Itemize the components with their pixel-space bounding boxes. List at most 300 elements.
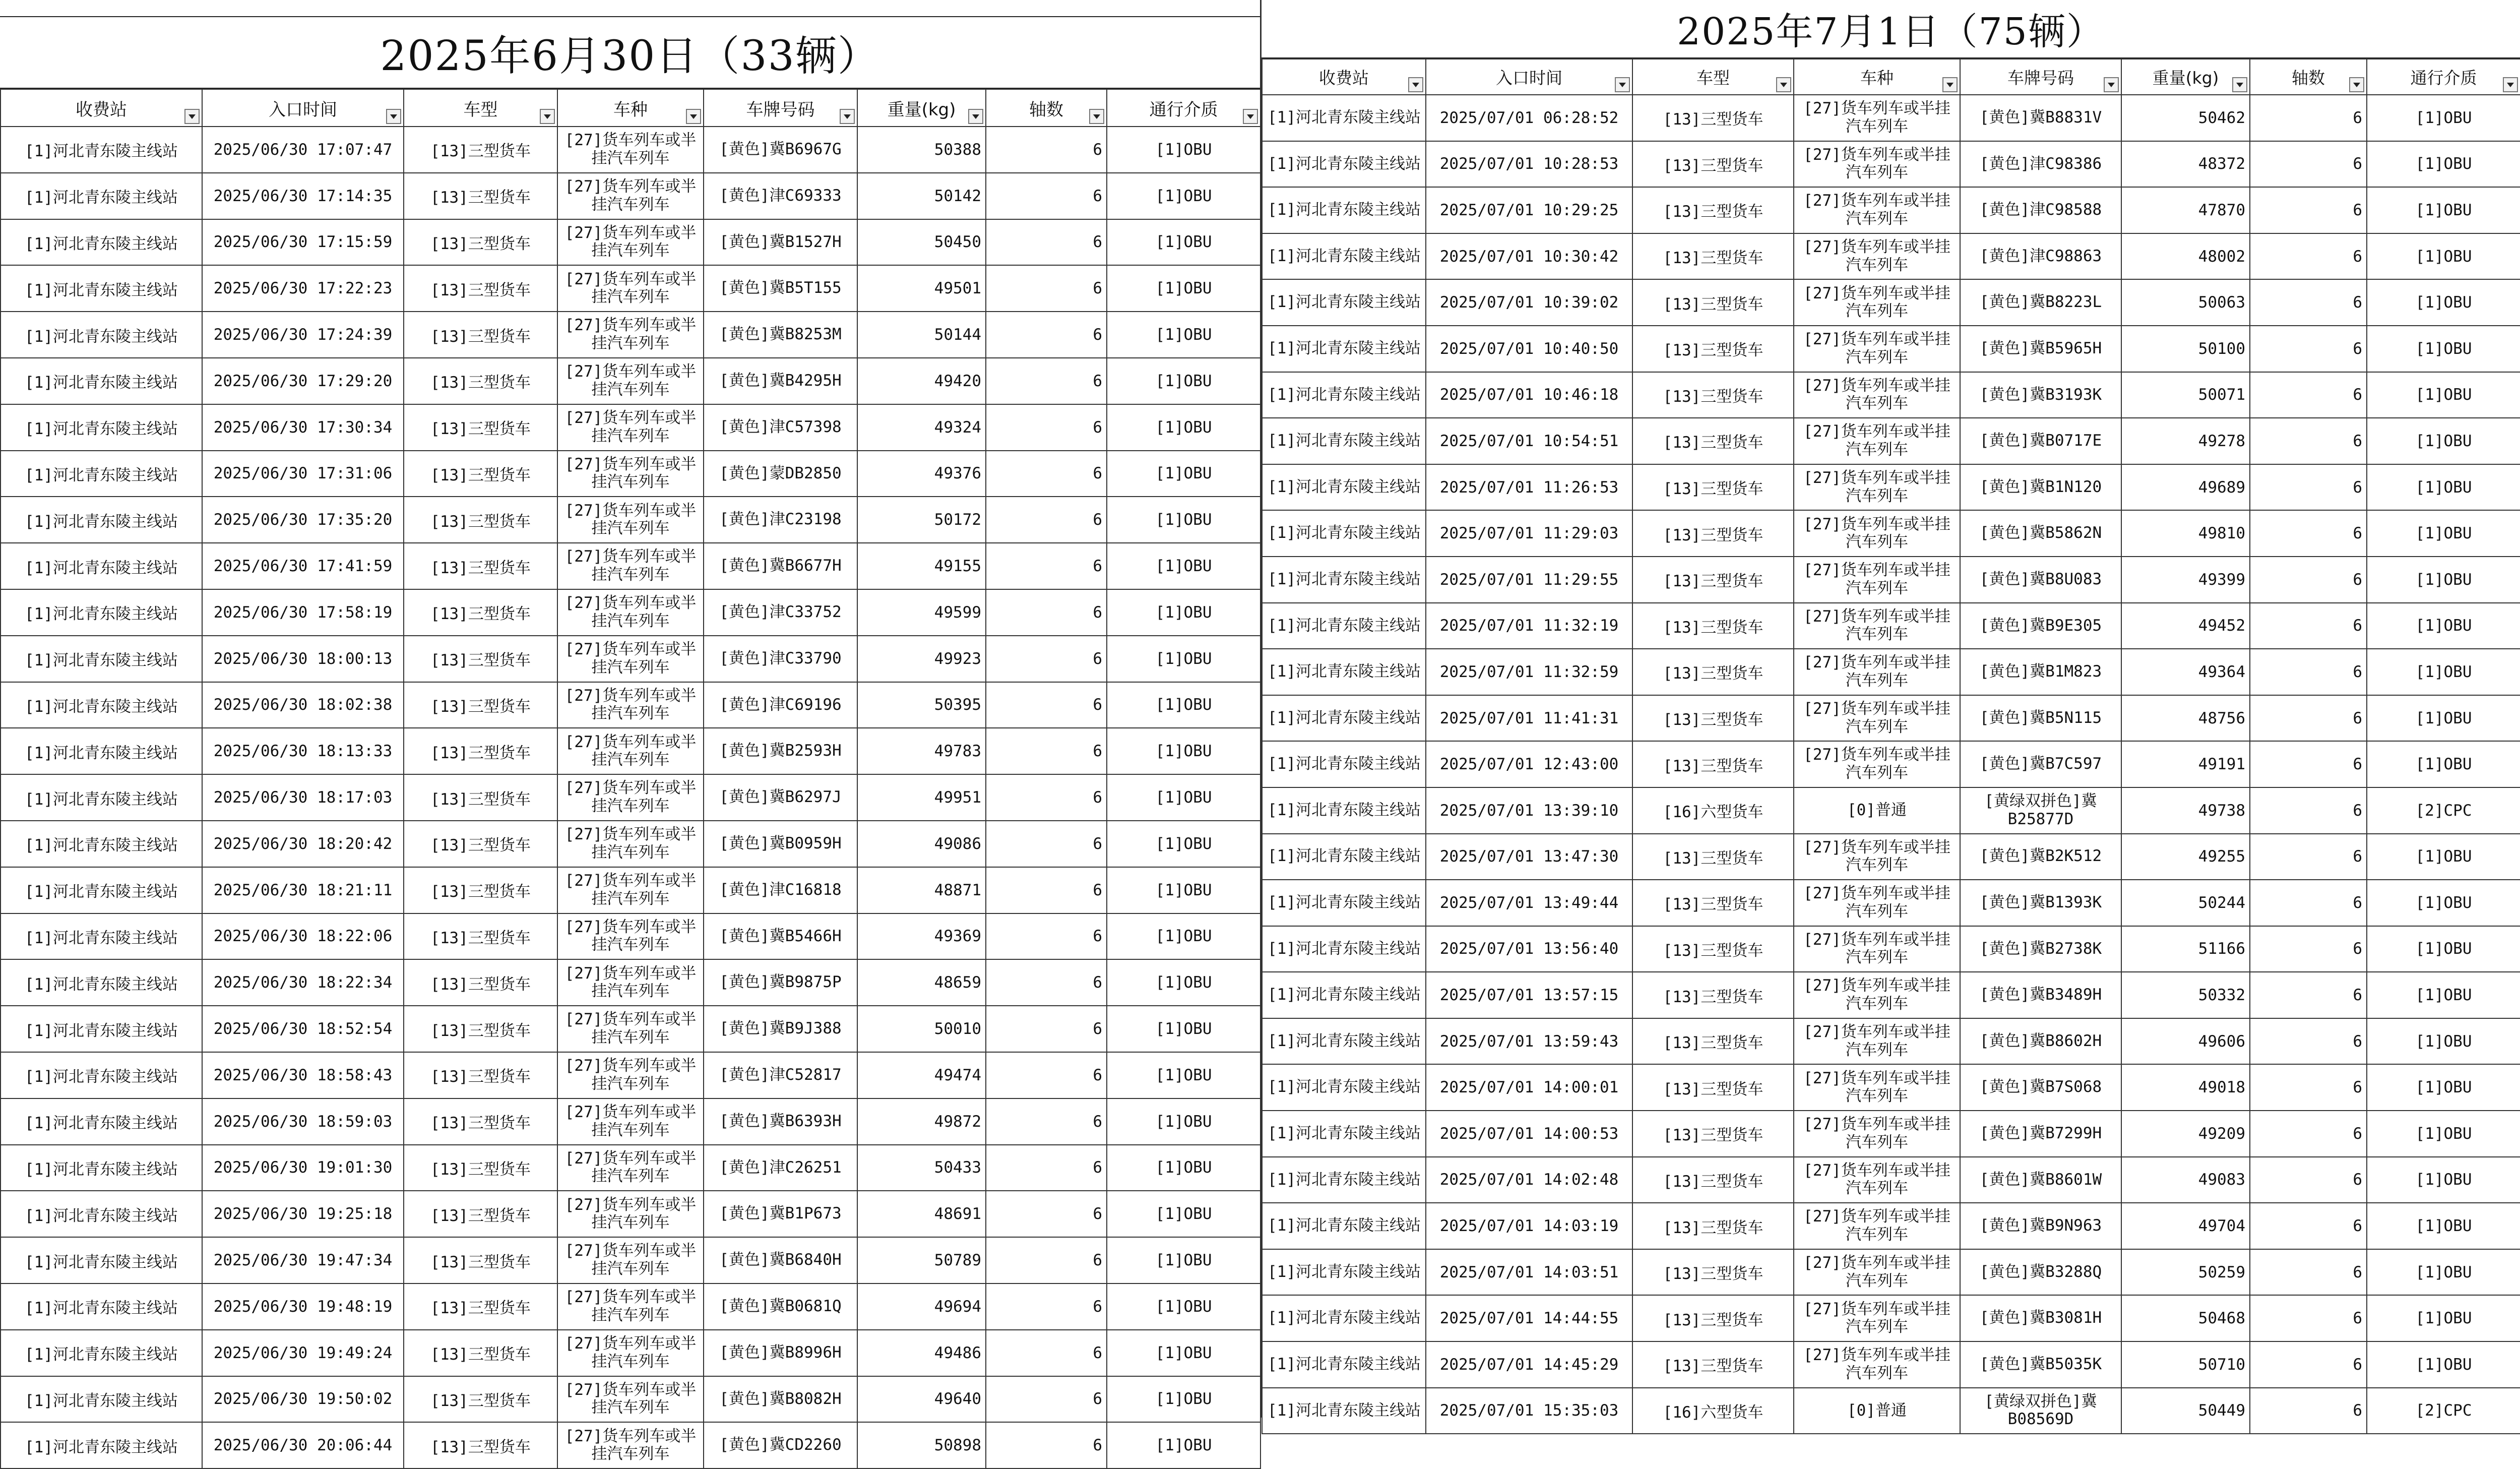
cell-weight[interactable]: 49255 [2121,834,2250,880]
cell-axle-count[interactable]: 6 [986,173,1107,219]
cell-pass-medium[interactable]: [1]OBU [2367,557,2520,603]
cell-plate-number[interactable]: [黄色]津C23198 [704,497,857,543]
cell-pass-medium[interactable]: [1]OBU [1107,219,1261,266]
cell-weight[interactable]: 49376 [857,451,986,497]
cell-plate-number[interactable]: [黄色]冀B0681Q [704,1283,857,1330]
cell-toll-station[interactable]: [1]河北青东陵主线站 [1,173,202,219]
table-row[interactable] [1262,141,2520,188]
cell-toll-station[interactable]: [1]河北青东陵主线站 [1262,1064,1426,1111]
cell-pass-medium[interactable]: [1]OBU [1107,913,1261,960]
cell-toll-station[interactable]: [1]河北青东陵主线站 [1,1052,202,1098]
cell-vehicle-class[interactable]: [13]三型货车 [1632,880,1794,926]
cell-weight[interactable]: 50449 [2121,1388,2250,1434]
cell-weight[interactable]: 49209 [2121,1111,2250,1157]
cell-vehicle-type[interactable]: [0]普通 [1794,1388,1960,1434]
cell-toll-station[interactable]: [1]河北青东陵主线站 [1,1283,202,1330]
cell-vehicle-class[interactable]: [13]三型货车 [1632,233,1794,280]
cell-plate-number[interactable]: [黄色]冀B8602H [1960,1018,2121,1065]
cell-weight[interactable]: 50388 [857,127,986,173]
cell-pass-medium[interactable]: [1]OBU [1107,959,1261,1006]
cell-vehicle-type[interactable]: [27]货车列车或半挂汽车列车 [557,451,704,497]
cell-entry-time[interactable]: 2025/06/30 18:02:38 [202,682,404,728]
cell-pass-medium[interactable]: [2]CPC [2367,1388,2520,1434]
cell-vehicle-class[interactable]: [13]三型货车 [404,1052,557,1098]
filter-dropdown-icon[interactable] [386,109,401,124]
cell-entry-time[interactable]: 2025/06/30 17:15:59 [202,219,404,266]
cell-weight[interactable]: 49640 [857,1376,986,1423]
cell-vehicle-class[interactable]: [16]六型货车 [1632,1388,1794,1434]
cell-toll-station[interactable]: [1]河北青东陵主线站 [1,1098,202,1145]
cell-plate-number[interactable]: [黄色]冀B4295H [704,358,857,404]
cell-pass-medium[interactable]: [1]OBU [2367,649,2520,695]
cell-entry-time[interactable]: 2025/07/01 11:26:53 [1426,464,1632,511]
cell-weight[interactable]: 50172 [857,497,986,543]
cell-toll-station[interactable]: [1]河北青东陵主线站 [1,1330,202,1376]
cell-entry-time[interactable]: 2025/06/30 17:07:47 [202,127,404,173]
cell-axle-count[interactable]: 6 [2250,326,2367,372]
cell-entry-time[interactable]: 2025/06/30 19:25:18 [202,1191,404,1237]
table-row[interactable] [1262,1157,2520,1203]
table-row[interactable] [1,312,1261,358]
cell-entry-time[interactable]: 2025/06/30 18:22:34 [202,959,404,1006]
cell-pass-medium[interactable]: [1]OBU [1107,1098,1261,1145]
table-row[interactable] [1,959,1261,1006]
cell-vehicle-type[interactable]: [27]货车列车或半挂汽车列车 [1794,603,1960,649]
cell-vehicle-type[interactable]: [27]货车列车或半挂汽车列车 [557,1191,704,1237]
cell-pass-medium[interactable]: [1]OBU [1107,1422,1261,1468]
cell-vehicle-type[interactable]: [27]货车列车或半挂汽车列车 [557,1145,704,1191]
cell-pass-medium[interactable]: [1]OBU [2367,279,2520,326]
cell-entry-time[interactable]: 2025/07/01 10:30:42 [1426,233,1632,280]
cell-plate-number[interactable]: [黄色]冀B1527H [704,219,857,266]
cell-plate-number[interactable]: [黄色]津C98588 [1960,187,2121,233]
cell-plate-number[interactable]: [黄色]冀B2738K [1960,926,2121,972]
cell-axle-count[interactable]: 6 [2250,510,2367,557]
cell-vehicle-class[interactable]: [13]三型货车 [1632,1249,1794,1296]
cell-entry-time[interactable]: 2025/07/01 13:57:15 [1426,972,1632,1018]
cell-axle-count[interactable]: 6 [986,867,1107,913]
filter-dropdown-icon[interactable] [2104,77,2119,92]
cell-vehicle-class[interactable]: [13]三型货车 [404,1145,557,1191]
cell-weight[interactable]: 50244 [2121,880,2250,926]
cell-entry-time[interactable]: 2025/07/01 14:45:29 [1426,1341,1632,1388]
cell-toll-station[interactable]: [1]河北青东陵主线站 [1,1376,202,1423]
cell-vehicle-class[interactable]: [13]三型货车 [1632,1018,1794,1065]
cell-vehicle-type[interactable]: [27]货车列车或半挂汽车列车 [557,404,704,451]
table-row[interactable] [1262,464,2520,511]
cell-entry-time[interactable]: 2025/07/01 10:29:25 [1426,187,1632,233]
cell-vehicle-class[interactable]: [13]三型货车 [1632,464,1794,511]
cell-axle-count[interactable]: 6 [986,1237,1107,1283]
cell-plate-number[interactable]: [黄色]冀B6297J [704,774,857,821]
cell-weight[interactable]: 48691 [857,1191,986,1237]
cell-toll-station[interactable]: [1]河北青东陵主线站 [1262,1295,1426,1341]
cell-vehicle-type[interactable]: [27]货车列车或半挂汽车列车 [1794,510,1960,557]
cell-vehicle-type[interactable]: [27]货车列车或半挂汽车列车 [1794,926,1960,972]
cell-vehicle-class[interactable]: [13]三型货车 [404,774,557,821]
table-row[interactable] [1,358,1261,404]
cell-pass-medium[interactable]: [1]OBU [2367,603,2520,649]
table-row[interactable] [1262,603,2520,649]
cell-toll-station[interactable]: [1]河北青东陵主线站 [1262,372,1426,418]
table-row[interactable] [1,821,1261,867]
cell-pass-medium[interactable]: [1]OBU [2367,464,2520,511]
cell-toll-station[interactable]: [1]河北青东陵主线站 [1262,464,1426,511]
cell-pass-medium[interactable]: [1]OBU [1107,867,1261,913]
cell-weight[interactable]: 49086 [857,821,986,867]
cell-toll-station[interactable]: [1]河北青东陵主线站 [1262,1157,1426,1203]
table-row[interactable] [1,1191,1261,1237]
cell-plate-number[interactable]: [黄色]冀B1393K [1960,880,2121,926]
cell-axle-count[interactable]: 6 [2250,880,2367,926]
cell-entry-time[interactable]: 2025/06/30 17:30:34 [202,404,404,451]
cell-plate-number[interactable]: [黄绿双拼色]冀B08569D [1960,1388,2121,1434]
cell-entry-time[interactable]: 2025/07/01 13:49:44 [1426,880,1632,926]
cell-axle-count[interactable]: 6 [986,728,1107,774]
cell-vehicle-type[interactable]: [27]货车列车或半挂汽车列车 [557,728,704,774]
cell-pass-medium[interactable]: [1]OBU [1107,1006,1261,1052]
cell-axle-count[interactable]: 6 [986,451,1107,497]
cell-plate-number[interactable]: [黄色]冀B6840H [704,1237,857,1283]
cell-pass-medium[interactable]: [1]OBU [1107,682,1261,728]
cell-plate-number[interactable]: [黄色]冀B8082H [704,1376,857,1423]
cell-weight[interactable]: 48002 [2121,233,2250,280]
table-row[interactable] [1,543,1261,589]
cell-toll-station[interactable]: [1]河北青东陵主线站 [1262,418,1426,464]
cell-pass-medium[interactable]: [1]OBU [1107,127,1261,173]
cell-weight[interactable]: 49704 [2121,1203,2250,1249]
cell-weight[interactable]: 49155 [857,543,986,589]
table-row[interactable] [1,451,1261,497]
cell-toll-station[interactable]: [1]河北青东陵主线站 [1,1237,202,1283]
cell-vehicle-class[interactable]: [13]三型货车 [404,1098,557,1145]
table-row[interactable] [1,1422,1261,1468]
cell-toll-station[interactable]: [1]河北青东陵主线站 [1,1422,202,1468]
cell-vehicle-type[interactable]: [27]货车列车或半挂汽车列车 [1794,649,1960,695]
cell-pass-medium[interactable]: [1]OBU [2367,1249,2520,1296]
table-row[interactable] [1262,187,2520,233]
cell-entry-time[interactable]: 2025/07/01 10:54:51 [1426,418,1632,464]
table-row[interactable] [1262,233,2520,280]
cell-toll-station[interactable]: [1]河北青东陵主线站 [1,682,202,728]
cell-pass-medium[interactable]: [1]OBU [1107,1376,1261,1423]
cell-plate-number[interactable]: [黄色]津C69333 [704,173,857,219]
table-row[interactable] [1,1006,1261,1052]
cell-pass-medium[interactable]: [1]OBU [1107,636,1261,682]
cell-toll-station[interactable]: [1]河北青东陵主线站 [1262,510,1426,557]
cell-vehicle-type[interactable]: [27]货车列车或半挂汽车列车 [1794,372,1960,418]
cell-toll-station[interactable]: [1]河北青东陵主线站 [1,451,202,497]
cell-toll-station[interactable]: [1]河北青东陵主线站 [1,636,202,682]
cell-vehicle-type[interactable]: [27]货车列车或半挂汽车列车 [557,1422,704,1468]
cell-pass-medium[interactable]: [1]OBU [2367,233,2520,280]
cell-vehicle-class[interactable]: [13]三型货车 [404,636,557,682]
cell-toll-station[interactable]: [1]河北青东陵主线站 [1262,141,1426,188]
cell-vehicle-class[interactable]: [13]三型货车 [1632,279,1794,326]
cell-plate-number[interactable]: [黄色]冀B3489H [1960,972,2121,1018]
table-row[interactable] [1,497,1261,543]
cell-axle-count[interactable]: 6 [2250,141,2367,188]
cell-entry-time[interactable]: 2025/06/30 17:14:35 [202,173,404,219]
cell-entry-time[interactable]: 2025/07/01 14:44:55 [1426,1295,1632,1341]
cell-entry-time[interactable]: 2025/07/01 14:03:19 [1426,1203,1632,1249]
cell-vehicle-type[interactable]: [27]货车列车或半挂汽车列车 [1794,326,1960,372]
cell-plate-number[interactable]: [黄色]津C52817 [704,1052,857,1098]
cell-axle-count[interactable]: 6 [986,774,1107,821]
cell-weight[interactable]: 50462 [2121,95,2250,141]
cell-plate-number[interactable]: [黄色]蒙DB2850 [704,451,857,497]
cell-weight[interactable]: 50710 [2121,1341,2250,1388]
cell-vehicle-class[interactable]: [13]三型货车 [404,1283,557,1330]
cell-vehicle-class[interactable]: [13]三型货车 [404,1330,557,1376]
cell-vehicle-type[interactable]: [27]货车列车或半挂汽车列车 [1794,972,1960,1018]
cell-axle-count[interactable]: 6 [986,1052,1107,1098]
cell-vehicle-type[interactable]: [27]货车列车或半挂汽车列车 [1794,464,1960,511]
cell-entry-time[interactable]: 2025/07/01 10:39:02 [1426,279,1632,326]
cell-vehicle-type[interactable]: [27]货车列车或半挂汽车列车 [1794,1249,1960,1296]
cell-entry-time[interactable]: 2025/06/30 17:29:20 [202,358,404,404]
cell-entry-time[interactable]: 2025/07/01 13:56:40 [1426,926,1632,972]
cell-entry-time[interactable]: 2025/06/30 20:06:44 [202,1422,404,1468]
cell-pass-medium[interactable]: [1]OBU [1107,1330,1261,1376]
cell-weight[interactable]: 49783 [857,728,986,774]
cell-axle-count[interactable]: 6 [2250,95,2367,141]
cell-axle-count[interactable]: 6 [2250,1111,2367,1157]
cell-pass-medium[interactable]: [1]OBU [1107,1283,1261,1330]
cell-entry-time[interactable]: 2025/07/01 11:41:31 [1426,695,1632,742]
table-row[interactable] [1262,326,2520,372]
cell-axle-count[interactable]: 6 [986,219,1107,266]
cell-axle-count[interactable]: 6 [986,312,1107,358]
cell-toll-station[interactable]: [1]河北青东陵主线站 [1262,649,1426,695]
cell-plate-number[interactable]: [黄色]冀B5862N [1960,510,2121,557]
cell-entry-time[interactable]: 2025/06/30 17:31:06 [202,451,404,497]
cell-vehicle-type[interactable]: [27]货车列车或半挂汽车列车 [1794,141,1960,188]
cell-plate-number[interactable]: [黄色]津C16818 [704,867,857,913]
cell-toll-station[interactable]: [1]河北青东陵主线站 [1262,326,1426,372]
cell-vehicle-class[interactable]: [13]三型货车 [1632,1064,1794,1111]
cell-axle-count[interactable]: 6 [2250,926,2367,972]
cell-axle-count[interactable]: 6 [2250,557,2367,603]
cell-plate-number[interactable]: [黄色]津C57398 [704,404,857,451]
filter-dropdown-icon[interactable] [1776,77,1791,92]
cell-plate-number[interactable]: [黄色]冀B8U083 [1960,557,2121,603]
cell-plate-number[interactable]: [黄色]冀B0717E [1960,418,2121,464]
cell-vehicle-type[interactable]: [27]货车列车或半挂汽车列车 [1794,741,1960,787]
cell-vehicle-class[interactable]: [13]三型货车 [1632,834,1794,880]
cell-vehicle-class[interactable]: [13]三型货车 [1632,603,1794,649]
cell-vehicle-class[interactable]: [13]三型货车 [404,913,557,960]
cell-entry-time[interactable]: 2025/07/01 11:32:59 [1426,649,1632,695]
cell-axle-count[interactable]: 6 [986,1098,1107,1145]
cell-toll-station[interactable]: [1]河北青东陵主线站 [1,1006,202,1052]
cell-pass-medium[interactable]: [1]OBU [2367,1111,2520,1157]
cell-vehicle-type[interactable]: [0]普通 [1794,787,1960,834]
cell-weight[interactable]: 49018 [2121,1064,2250,1111]
cell-vehicle-type[interactable]: [27]货车列车或半挂汽车列车 [1794,834,1960,880]
cell-axle-count[interactable]: 6 [986,265,1107,312]
cell-weight[interactable]: 50450 [857,219,986,266]
cell-toll-station[interactable]: [1]河北青东陵主线站 [1262,1249,1426,1296]
cell-toll-station[interactable]: [1]河北青东陵主线站 [1,1145,202,1191]
filter-dropdown-icon[interactable] [968,109,983,124]
cell-plate-number[interactable]: [黄色]冀B5N115 [1960,695,2121,742]
table-row[interactable] [1262,972,2520,1018]
cell-entry-time[interactable]: 2025/07/01 14:00:53 [1426,1111,1632,1157]
cell-axle-count[interactable]: 6 [2250,1064,2367,1111]
table-row[interactable] [1262,1295,2520,1341]
cell-axle-count[interactable]: 6 [2250,603,2367,649]
filter-dropdown-icon[interactable] [1615,77,1630,92]
filter-dropdown-icon[interactable] [1408,77,1423,92]
cell-axle-count[interactable]: 6 [986,497,1107,543]
cell-pass-medium[interactable]: [1]OBU [2367,880,2520,926]
cell-entry-time[interactable]: 2025/07/01 11:29:03 [1426,510,1632,557]
cell-pass-medium[interactable]: [1]OBU [2367,1341,2520,1388]
cell-vehicle-type[interactable]: [27]货车列车或半挂汽车列车 [557,682,704,728]
table-row[interactable] [1262,1064,2520,1111]
cell-pass-medium[interactable]: [1]OBU [2367,926,2520,972]
cell-vehicle-class[interactable]: [13]三型货车 [1632,187,1794,233]
cell-pass-medium[interactable]: [1]OBU [1107,265,1261,312]
cell-weight[interactable]: 49191 [2121,741,2250,787]
cell-vehicle-type[interactable]: [27]货车列车或半挂汽车列车 [1794,880,1960,926]
cell-entry-time[interactable]: 2025/07/01 14:00:01 [1426,1064,1632,1111]
cell-vehicle-class[interactable]: [13]三型货车 [404,543,557,589]
cell-entry-time[interactable]: 2025/07/01 11:29:55 [1426,557,1632,603]
cell-entry-time[interactable]: 2025/07/01 13:39:10 [1426,787,1632,834]
cell-plate-number[interactable]: [黄色]冀B3081H [1960,1295,2121,1341]
cell-pass-medium[interactable]: [1]OBU [1107,774,1261,821]
cell-entry-time[interactable]: 2025/07/01 11:32:19 [1426,603,1632,649]
cell-weight[interactable]: 49810 [2121,510,2250,557]
table-row[interactable] [1,636,1261,682]
cell-toll-station[interactable]: [1]河北青东陵主线站 [1262,1388,1426,1434]
cell-entry-time[interactable]: 2025/06/30 18:00:13 [202,636,404,682]
table-row[interactable] [1262,557,2520,603]
cell-axle-count[interactable]: 6 [986,1145,1107,1191]
cell-entry-time[interactable]: 2025/07/01 10:46:18 [1426,372,1632,418]
cell-vehicle-type[interactable]: [27]货车列车或半挂汽车列车 [557,1283,704,1330]
table-row[interactable] [1,728,1261,774]
cell-vehicle-class[interactable]: [13]三型货车 [404,358,557,404]
cell-vehicle-type[interactable]: [27]货车列车或半挂汽车列车 [1794,279,1960,326]
table-row[interactable] [1,867,1261,913]
cell-weight[interactable]: 49486 [857,1330,986,1376]
cell-pass-medium[interactable]: [1]OBU [2367,1018,2520,1065]
cell-axle-count[interactable]: 6 [986,1283,1107,1330]
cell-toll-station[interactable]: [1]河北青东陵主线站 [1262,834,1426,880]
cell-entry-time[interactable]: 2025/06/30 19:01:30 [202,1145,404,1191]
cell-entry-time[interactable]: 2025/06/30 17:22:23 [202,265,404,312]
cell-weight[interactable]: 48659 [857,959,986,1006]
cell-toll-station[interactable]: [1]河北青东陵主线站 [1,913,202,960]
cell-weight[interactable]: 49923 [857,636,986,682]
cell-axle-count[interactable]: 6 [986,913,1107,960]
cell-toll-station[interactable]: [1]河北青东陵主线站 [1262,880,1426,926]
cell-plate-number[interactable]: [黄色]冀B7299H [1960,1111,2121,1157]
cell-axle-count[interactable]: 6 [986,959,1107,1006]
cell-pass-medium[interactable]: [1]OBU [2367,1064,2520,1111]
cell-axle-count[interactable]: 6 [2250,787,2367,834]
cell-vehicle-class[interactable]: [13]三型货车 [404,312,557,358]
cell-toll-station[interactable]: [1]河北青东陵主线站 [1,821,202,867]
cell-vehicle-type[interactable]: [27]货车列车或半挂汽车列车 [557,1052,704,1098]
cell-pass-medium[interactable]: [1]OBU [1107,173,1261,219]
cell-toll-station[interactable]: [1]河北青东陵主线站 [1262,279,1426,326]
cell-vehicle-type[interactable]: [27]货车列车或半挂汽车列车 [557,821,704,867]
cell-plate-number[interactable]: [黄色]冀B2593H [704,728,857,774]
cell-weight[interactable]: 49606 [2121,1018,2250,1065]
cell-vehicle-class[interactable]: [13]三型货车 [404,1237,557,1283]
cell-vehicle-type[interactable]: [27]货车列车或半挂汽车列车 [557,312,704,358]
cell-vehicle-class[interactable]: [13]三型货车 [1632,95,1794,141]
cell-plate-number[interactable]: [黄色]津C98386 [1960,141,2121,188]
cell-vehicle-class[interactable]: [13]三型货车 [1632,1295,1794,1341]
table-row[interactable] [1262,1018,2520,1065]
cell-toll-station[interactable]: [1]河北青东陵主线站 [1262,972,1426,1018]
cell-vehicle-type[interactable]: [27]货车列车或半挂汽车列车 [557,265,704,312]
cell-weight[interactable]: 48871 [857,867,986,913]
table-row[interactable] [1,589,1261,636]
filter-dropdown-icon[interactable] [2503,77,2518,92]
cell-toll-station[interactable]: [1]河北青东陵主线站 [1,404,202,451]
filter-dropdown-icon[interactable] [686,109,701,124]
cell-axle-count[interactable]: 6 [2250,464,2367,511]
cell-axle-count[interactable]: 6 [986,1191,1107,1237]
cell-entry-time[interactable]: 2025/06/30 18:52:54 [202,1006,404,1052]
cell-entry-time[interactable]: 2025/07/01 10:28:53 [1426,141,1632,188]
cell-entry-time[interactable]: 2025/07/01 06:28:52 [1426,95,1632,141]
cell-weight[interactable]: 49689 [2121,464,2250,511]
cell-plate-number[interactable]: [黄色]冀B3288Q [1960,1249,2121,1296]
cell-entry-time[interactable]: 2025/06/30 17:41:59 [202,543,404,589]
cell-axle-count[interactable]: 6 [986,636,1107,682]
cell-vehicle-class[interactable]: [13]三型货车 [404,451,557,497]
table-row[interactable] [1,1145,1261,1191]
table-row[interactable] [1262,787,2520,834]
cell-plate-number[interactable]: [黄色]津C69196 [704,682,857,728]
cell-weight[interactable]: 49452 [2121,603,2250,649]
cell-pass-medium[interactable]: [1]OBU [1107,1052,1261,1098]
cell-vehicle-type[interactable]: [27]货车列车或半挂汽车列车 [557,774,704,821]
cell-toll-station[interactable]: [1]河北青东陵主线站 [1,219,202,266]
cell-pass-medium[interactable]: [1]OBU [1107,1237,1261,1283]
cell-vehicle-class[interactable]: [13]三型货车 [404,682,557,728]
cell-entry-time[interactable]: 2025/06/30 19:49:24 [202,1330,404,1376]
cell-vehicle-type[interactable]: [27]货车列车或半挂汽车列车 [1794,1157,1960,1203]
cell-vehicle-type[interactable]: [27]货车列车或半挂汽车列车 [557,1098,704,1145]
cell-axle-count[interactable]: 6 [986,127,1107,173]
cell-plate-number[interactable]: [黄色]津C98863 [1960,233,2121,280]
cell-entry-time[interactable]: 2025/06/30 17:35:20 [202,497,404,543]
filter-dropdown-icon[interactable] [2232,77,2247,92]
cell-weight[interactable]: 50071 [2121,372,2250,418]
table-row[interactable] [1262,1249,2520,1296]
cell-vehicle-class[interactable]: [13]三型货车 [404,1191,557,1237]
cell-toll-station[interactable]: [1]河北青东陵主线站 [1,867,202,913]
cell-weight[interactable]: 49364 [2121,649,2250,695]
cell-vehicle-class[interactable]: [13]三型货车 [404,497,557,543]
cell-plate-number[interactable]: [黄色]冀B8831V [1960,95,2121,141]
cell-weight[interactable]: 49324 [857,404,986,451]
cell-vehicle-class[interactable]: [13]三型货车 [404,728,557,774]
cell-axle-count[interactable]: 6 [986,543,1107,589]
filter-dropdown-icon[interactable] [184,109,200,124]
cell-entry-time[interactable]: 2025/07/01 13:59:43 [1426,1018,1632,1065]
cell-weight[interactable]: 50142 [857,173,986,219]
cell-entry-time[interactable]: 2025/07/01 12:43:00 [1426,741,1632,787]
